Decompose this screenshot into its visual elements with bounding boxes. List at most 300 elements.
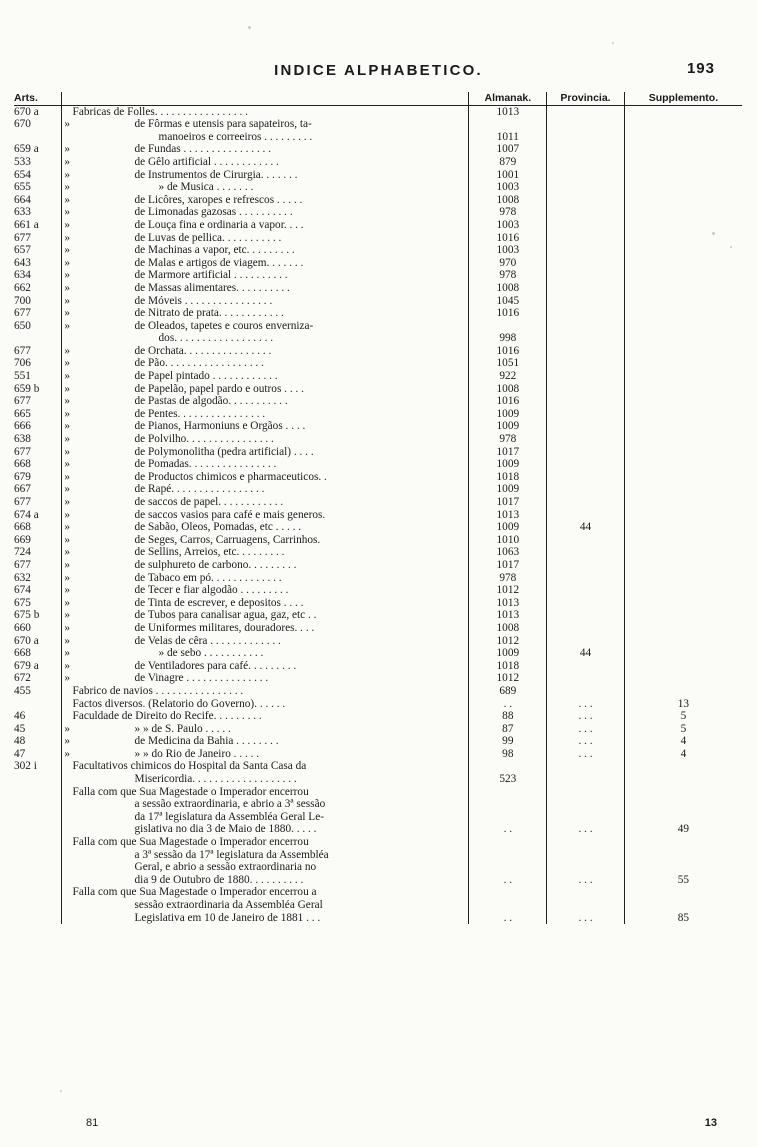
cell-entry (73, 232, 469, 245)
cell-supplemento (624, 496, 742, 509)
cell-supplemento: 13 (624, 698, 742, 711)
cell-supplemento: 55 (624, 874, 742, 887)
cell-arts: 632 (14, 571, 31, 584)
cell-entry (73, 584, 469, 597)
cell-symbol: » (61, 357, 72, 370)
cell-provincia (547, 370, 625, 383)
cell-entry (73, 773, 469, 786)
cell-provincia (547, 446, 625, 459)
cell-provincia (547, 471, 625, 484)
cell-almanak: 978 (469, 572, 547, 585)
cell-almanak (469, 899, 547, 912)
entry-text: de Papel pintado . . . . . . . . . . . . (134, 370, 278, 383)
footer-signature-left: 81 (86, 1117, 99, 1129)
cell-entry (73, 622, 469, 635)
cell-symbol (61, 823, 72, 836)
cell-entry (73, 874, 469, 887)
column-header-almanak: Almanak. (469, 92, 547, 105)
cell-symbol (61, 786, 72, 799)
table-row (14, 647, 742, 660)
entry-text: de Productos chimicos e pharmaceuticos. . (134, 470, 327, 483)
cell-almanak: 689 (469, 685, 547, 698)
cell-arts: 670 (14, 118, 31, 131)
cell-arts: 672 (14, 672, 31, 685)
cell-almanak (469, 886, 547, 899)
cell-provincia (547, 420, 625, 433)
entry-text: de saccos de papel. . . . . . . . . . . . (134, 496, 284, 508)
table-row (14, 295, 742, 308)
cell-almanak: 1016 (469, 345, 547, 358)
cell-supplemento (624, 572, 742, 585)
cell-almanak: 1009 (469, 647, 547, 660)
cell-almanak: 1018 (469, 660, 547, 673)
cell-almanak: 87 (469, 723, 547, 736)
cell-almanak (469, 861, 547, 874)
cell-almanak: 978 (469, 206, 547, 219)
cell-arts: 677 (14, 445, 31, 458)
table-row (14, 370, 742, 383)
cell-arts: 634 (14, 269, 31, 282)
table-row (14, 282, 742, 295)
cell-entry (73, 597, 469, 610)
cell-provincia (547, 395, 625, 408)
table-row (14, 899, 742, 912)
cell-supplemento (624, 370, 742, 383)
entry-text: de Machinas a vapor, etc. . . . . . . . . (134, 244, 295, 257)
table-row (14, 332, 742, 345)
table-row (14, 131, 742, 144)
cell-almanak: 1010 (469, 534, 547, 547)
cell-provincia (547, 483, 625, 496)
cell-arts (14, 899, 61, 912)
cell-arts: 655 (14, 181, 31, 194)
cell-provincia (547, 849, 625, 862)
cell-provincia (547, 899, 625, 912)
cell-supplemento (624, 206, 742, 219)
entry-text: a sessão extraordinaria, e abrio a 3ª sessão (134, 798, 326, 811)
cell-arts: 659 b (14, 382, 40, 395)
cell-entry (73, 748, 469, 761)
table-row (14, 723, 742, 736)
cell-symbol (61, 874, 72, 887)
entry-text: de Pianos, Harmoniuns e Orgãos . . . . (134, 420, 306, 433)
entry-text: Legislativa em 10 de Janeiro de 1881 . . . (134, 911, 321, 924)
table-row (14, 698, 742, 711)
cell-almanak: 1008 (469, 282, 547, 295)
cell-symbol: » (61, 244, 72, 257)
cell-symbol: » (61, 647, 72, 660)
cell-provincia (547, 609, 625, 622)
cell-provincia (547, 131, 625, 144)
table-header (14, 92, 742, 105)
entry-text: de Seges, Carros, Carruagens, Carrinhos. (134, 533, 321, 546)
cell-entry (73, 156, 469, 169)
cell-arts: 662 (14, 281, 31, 294)
cell-entry (73, 383, 469, 396)
entry-text: de Uniformes militares, douradores. . . . (134, 621, 315, 634)
entry-text: Fabricas de Folles. . . . . . . . . . . . . . . . . (72, 105, 248, 118)
cell-arts: 654 (14, 168, 31, 181)
cell-arts (14, 798, 61, 811)
cell-almanak: 1009 (469, 408, 547, 421)
cell-symbol (61, 899, 72, 912)
cell-provincia (547, 836, 625, 849)
cell-provincia: . . . (547, 748, 625, 761)
cell-arts (14, 773, 61, 786)
cell-provincia: . . . (547, 874, 625, 887)
cell-entry (73, 320, 469, 333)
cell-supplemento (624, 433, 742, 446)
cell-arts: 47 (14, 747, 26, 760)
cell-almanak: 98 (469, 748, 547, 761)
cell-almanak: 978 (469, 269, 547, 282)
cell-supplemento: 4 (624, 748, 742, 761)
entry-text: de Louça fina e ordinaria a vapor. . . . (134, 218, 304, 231)
cell-arts (14, 874, 61, 887)
cell-provincia (547, 143, 625, 156)
cell-almanak: 922 (469, 370, 547, 383)
cell-arts: 668 (14, 458, 31, 471)
entry-text: de Orchata. . . . . . . . . . . . . . . . (134, 344, 272, 357)
cell-arts: 657 (14, 244, 31, 257)
index-table (14, 92, 742, 924)
table-row (14, 383, 742, 396)
entry-text: Factos diversos. (Relatorio do Governo). . . . . . (72, 697, 286, 710)
cell-supplemento (624, 672, 742, 685)
cell-provincia (547, 559, 625, 572)
cell-symbol: » (61, 446, 72, 459)
cell-symbol: » (61, 534, 72, 547)
cell-symbol: » (61, 748, 72, 761)
cell-almanak: . . (469, 698, 547, 711)
cell-provincia (547, 357, 625, 370)
cell-provincia (547, 458, 625, 471)
cell-arts: 670 a (14, 634, 39, 647)
cell-supplemento: 4 (624, 735, 742, 748)
cell-almanak: 1013 (469, 105, 547, 118)
cell-almanak: 1003 (469, 181, 547, 194)
cell-almanak: 1045 (469, 295, 547, 308)
cell-supplemento (624, 509, 742, 522)
cell-entry (73, 685, 469, 698)
cell-almanak: 1016 (469, 232, 547, 245)
entry-text: de saccos vasios para café e mais generos. (134, 508, 326, 521)
cell-entry (73, 219, 469, 232)
table-header-row (14, 92, 742, 105)
cell-arts: 675 (14, 596, 31, 609)
cell-arts (14, 131, 61, 144)
entry-text: de Instrumentos de Cirurgia. . . . . . . (134, 168, 298, 181)
cell-symbol (61, 710, 72, 723)
cell-supplemento (624, 446, 742, 459)
cell-almanak: 99 (469, 735, 547, 748)
cell-almanak: 88 (469, 710, 547, 723)
cell-provincia (547, 408, 625, 421)
cell-entry (73, 647, 469, 660)
cell-arts: 706 (14, 357, 31, 370)
cell-symbol: » (61, 471, 72, 484)
cell-entry (73, 735, 469, 748)
cell-supplemento (624, 471, 742, 484)
table-row (14, 483, 742, 496)
cell-symbol: » (61, 483, 72, 496)
cell-symbol: » (61, 408, 72, 421)
entry-text: de Malas e artigos de viagem. . . . . . . (134, 256, 304, 269)
entry-text: a 3ª sessão da 17ª legislatura da Assembléa (134, 848, 329, 861)
cell-almanak (469, 798, 547, 811)
table-row (14, 521, 742, 534)
cell-arts: 633 (14, 206, 31, 219)
cell-symbol: » (61, 521, 72, 534)
cell-symbol: » (61, 672, 72, 685)
cell-provincia (547, 786, 625, 799)
cell-provincia (547, 345, 625, 358)
cell-entry (73, 143, 469, 156)
column-header-arts: Arts. (14, 92, 61, 105)
cell-provincia: . . . (547, 735, 625, 748)
cell-symbol (61, 131, 72, 144)
cell-almanak: 1012 (469, 672, 547, 685)
cell-arts: 665 (14, 407, 31, 420)
cell-supplemento (624, 534, 742, 547)
cell-symbol: » (61, 660, 72, 673)
cell-supplemento (624, 307, 742, 320)
cell-symbol: » (61, 597, 72, 610)
cell-provincia (547, 597, 625, 610)
table-row (14, 685, 742, 698)
cell-entry (73, 471, 469, 484)
cell-entry (73, 345, 469, 358)
cell-almanak: 1001 (469, 169, 547, 182)
entry-text: de Massas alimentares. . . . . . . . . . (134, 281, 290, 294)
cell-arts (14, 861, 61, 874)
cell-provincia (547, 672, 625, 685)
cell-symbol: » (61, 609, 72, 622)
cell-provincia: 44 (547, 647, 625, 660)
page-header (0, 62, 757, 80)
cell-almanak (469, 849, 547, 862)
table-row (14, 811, 742, 824)
cell-arts: 643 (14, 256, 31, 269)
cell-supplemento (624, 685, 742, 698)
entry-text: Faculdade de Direito do Recife. . . . . . . . . (72, 710, 262, 723)
cell-provincia (547, 257, 625, 270)
cell-provincia (547, 118, 625, 131)
table-row (14, 836, 742, 849)
cell-almanak: 1063 (469, 546, 547, 559)
table-row (14, 748, 742, 761)
cell-entry (73, 181, 469, 194)
table-row (14, 773, 742, 786)
cell-provincia (547, 169, 625, 182)
cell-arts: 674 a (14, 508, 39, 521)
cell-symbol (61, 849, 72, 862)
cell-supplemento: 49 (624, 823, 742, 836)
table-row (14, 156, 742, 169)
cell-almanak: 523 (469, 773, 547, 786)
cell-provincia (547, 295, 625, 308)
cell-almanak: 1003 (469, 219, 547, 232)
cell-symbol (61, 105, 72, 118)
cell-entry (73, 534, 469, 547)
cell-arts: 670 a (14, 105, 39, 118)
cell-provincia (547, 509, 625, 522)
entry-text: dos. . . . . . . . . . . . . . . . . . (158, 332, 274, 345)
cell-arts: 48 (14, 735, 26, 748)
cell-provincia (547, 798, 625, 811)
entry-text: de sulphureto de carbono. . . . . . . . . (134, 558, 297, 571)
cell-symbol: » (61, 257, 72, 270)
entry-text: de Móveis . . . . . . . . . . . . . . . . (134, 294, 273, 307)
cell-entry (73, 861, 469, 874)
cell-almanak: 1018 (469, 471, 547, 484)
cell-arts: 679 (14, 470, 31, 483)
cell-entry (73, 912, 469, 925)
cell-provincia (547, 244, 625, 257)
cell-arts: 666 (14, 420, 31, 433)
entry-text: de Medicina da Bahia . . . . . . . . (134, 735, 279, 748)
cell-symbol: » (61, 307, 72, 320)
cell-entry (73, 370, 469, 383)
cell-almanak: 1009 (469, 420, 547, 433)
table-row (14, 874, 742, 887)
table-row (14, 169, 742, 182)
entry-text: de Oleados, tapetes e couros enverniza- (134, 319, 314, 332)
cell-supplemento (624, 647, 742, 660)
cell-entry (73, 811, 469, 824)
cell-arts: 46 (14, 710, 26, 723)
cell-symbol: » (61, 584, 72, 597)
cell-arts: 664 (14, 193, 31, 206)
cell-almanak: 1009 (469, 483, 547, 496)
cell-provincia (547, 232, 625, 245)
table-row (14, 572, 742, 585)
cell-supplemento (624, 282, 742, 295)
cell-entry (73, 723, 469, 736)
table-row (14, 257, 742, 270)
cell-supplemento (624, 886, 742, 899)
cell-arts: 45 (14, 722, 26, 735)
cell-supplemento (624, 219, 742, 232)
table-row (14, 118, 742, 131)
cell-provincia (547, 320, 625, 333)
table-row (14, 509, 742, 522)
table-row (14, 395, 742, 408)
cell-arts: 677 (14, 344, 31, 357)
table-row (14, 433, 742, 446)
cell-supplemento (624, 295, 742, 308)
cell-entry (73, 886, 469, 899)
cell-symbol: » (61, 458, 72, 471)
entry-text: de Luvas de pellica. . . . . . . . . . . (134, 231, 282, 244)
cell-supplemento (624, 836, 742, 849)
cell-entry (73, 257, 469, 270)
entry-text: Falla com que Sua Magestade o Imperador encerrou (72, 836, 309, 849)
table-row (14, 194, 742, 207)
entry-text: de Tubos para canalisar agua, gaz, etc . . (134, 609, 317, 622)
entry-text: de Tabaco em pó. . . . . . . . . . . . . (134, 571, 282, 584)
cell-symbol: » (61, 143, 72, 156)
cell-arts: 659 a (14, 143, 39, 156)
entry-text: Misericordia. . . . . . . . . . . . . . . . . . . (134, 773, 297, 786)
cell-arts (14, 836, 61, 849)
cell-supplemento (624, 105, 742, 118)
entry-text: » » do Rio de Janeiro . . . . . (134, 747, 260, 760)
cell-supplemento (624, 181, 742, 194)
cell-supplemento (624, 232, 742, 245)
column-header-symbol (61, 92, 72, 105)
cell-arts (14, 811, 61, 824)
entry-text: » » de S. Paulo . . . . . (134, 722, 231, 735)
entry-text: de Polymonolitha (pedra artificial) . . . . (134, 445, 314, 458)
cell-almanak: 1009 (469, 521, 547, 534)
cell-supplemento (624, 395, 742, 408)
cell-provincia (547, 773, 625, 786)
table-row (14, 471, 742, 484)
table-row (14, 320, 742, 333)
entry-text: de Vinagre . . . . . . . . . . . . . . . (134, 672, 269, 685)
cell-symbol (61, 773, 72, 786)
cell-entry (73, 899, 469, 912)
table-row (14, 496, 742, 509)
cell-symbol: » (61, 420, 72, 433)
cell-symbol: » (61, 295, 72, 308)
cell-symbol (61, 798, 72, 811)
cell-symbol (61, 698, 72, 711)
cell-provincia: . . . (547, 912, 625, 925)
table-row (14, 672, 742, 685)
cell-provincia (547, 584, 625, 597)
cell-entry (73, 169, 469, 182)
cell-symbol (61, 861, 72, 874)
entry-text: Falla com que Sua Magestade o Imperador encerrou a (72, 886, 317, 899)
cell-arts: 677 (14, 231, 31, 244)
cell-supplemento (624, 383, 742, 396)
entry-text: Facultativos chimicos do Hospital da Santa Casa da (72, 760, 307, 773)
table-row (14, 584, 742, 597)
table-row (14, 786, 742, 799)
cell-provincia (547, 635, 625, 648)
cell-entry (73, 760, 469, 773)
entry-text: de Pão. . . . . . . . . . . . . . . . . . (134, 357, 264, 370)
cell-entry (73, 357, 469, 370)
cell-arts: 724 (14, 546, 31, 559)
cell-almanak: 1003 (469, 244, 547, 257)
entry-text: de Gêlo artificial . . . . . . . . . . . . (134, 155, 279, 168)
cell-almanak (469, 811, 547, 824)
entry-text: de Sabão, Oleos, Pomadas, etc . . . . . (134, 521, 302, 534)
cell-arts: 669 (14, 533, 31, 546)
cell-entry (73, 194, 469, 207)
cell-arts: 674 (14, 584, 31, 597)
cell-arts: 668 (14, 647, 31, 660)
cell-provincia: . . . (547, 823, 625, 836)
cell-provincia (547, 282, 625, 295)
table-row (14, 307, 742, 320)
cell-symbol: » (61, 723, 72, 736)
table-row (14, 446, 742, 459)
cell-supplemento (624, 169, 742, 182)
entry-text: da 17ª legislatura da Assembléa Geral Le- (134, 810, 324, 823)
cell-supplemento (624, 269, 742, 282)
cell-entry (73, 105, 469, 118)
cell-supplemento (624, 131, 742, 144)
cell-arts (14, 849, 61, 862)
cell-arts: 677 (14, 307, 31, 320)
cell-almanak (469, 836, 547, 849)
table-row (14, 357, 742, 370)
cell-symbol: » (61, 370, 72, 383)
